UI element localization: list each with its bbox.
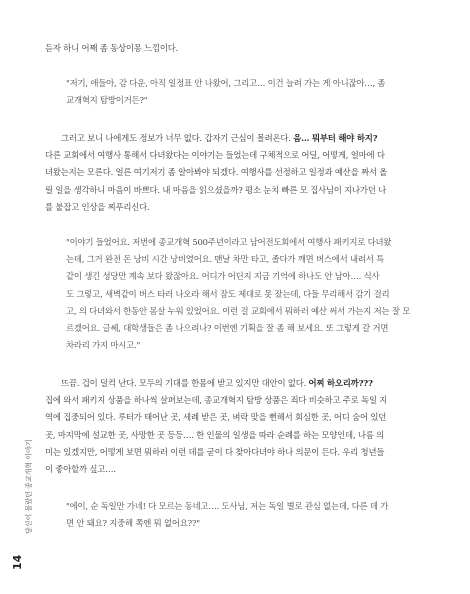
text-fragment: 그러고 보니 나에게도 정보가 너무 없다. 갑자기 근심이 몰려온다. (61, 133, 294, 143)
text-line: 도 그렇고, 새벽같이 버스 타러 나오라 해서 잠도 제대로 못 잤는데, 다들 무리해서 감기 걸리 (66, 288, 390, 299)
text-line: 미는 있겠지만, 어떻게 보면 뭐하러 이런 데를 굳이 다 찾아다녀야 하나 의문이 든다. 우리 청년들 (45, 446, 385, 457)
text-line: "저기, 애들아, 감 다운, 아직 일정표 안 나왔어, 그리고… 이건 늘려 가는 게 아니잖아…, 좀 (66, 78, 386, 88)
text-line: 곳, 마지막에 설교한 곳, 사망한 곳 등등…. 한 인물의 일생을 따라 순례를 하는 모양인데, 나름 의 (45, 429, 385, 440)
text-line: 역에 집중되어 있다. 루터가 태어난 곳, 세례 받은 곳, 벼락 맞을 뻔해서 회심한 곳, 어디 숨어 있던 (45, 412, 387, 423)
text-line: 교개혁지 탐방이거든?" (66, 95, 148, 106)
text-line: 를 붙잡고 인상을 찌푸리신다. (45, 201, 150, 212)
text-line: 듣자 하니 어째 좀 동상이몽 느낌이다. (45, 43, 179, 53)
text-line: 다른 교회에서 여행사 통해서 다녀왔다는 이야기는 들었는데 구체적으로 어딜, 어떻게, 얼마에 다 (45, 150, 385, 161)
text-line: "에이, 순 독일만 가네! 다 모르는 동네고…. 도사님, 저는 독일 별로 관심 없는데, 다른 데 가 (66, 501, 389, 511)
text-line (45, 130, 440, 147)
paragraph-3 (45, 375, 440, 478)
text-line: 는데, 그거 완전 돈 낭비 시간 낭비였어요. 맨날 차만 타고, 졸다가 깨면 버스에서 내려서 특 (66, 254, 385, 265)
text-line: 르겠어요. 글쎄, 대학생들은 좀 나으려나? 이번엔 기획을 잘 좀 해 보세요. 또 그렇게 갈 거면 (66, 323, 389, 334)
text-line: 차라리 가지 마시고." (66, 340, 141, 351)
text-line: 면 안 돼요? 지중해 쪽엔 뭐 없어요??" (66, 518, 200, 529)
paragraph-2 (45, 130, 440, 216)
bold-text: 어찌 하오리까??? (308, 378, 373, 388)
bold-text: 음… 뭐부터 해야 하지? (293, 133, 378, 143)
page-number: 14 (11, 554, 24, 570)
text-line (45, 375, 440, 392)
text-line: "이야기 들었어요. 저번에 종교개혁 500주년이라고 남어전도회에서 여행사 패키지로 다녀왔 (66, 237, 392, 247)
text-line: 고, 의 다녀와서 한동안 몸살 누워 있었어요. 이런 걸 교회에서 뭐하러 예산 써서 가는지 저는 잘 모 (66, 305, 411, 316)
text-line: 같이 생긴 성당만 계속 보다 왔잖아요. 어디가 어딘지 지금 기억에 하나도 안 남아…. 식사 (66, 271, 380, 282)
quote-1 (66, 75, 440, 109)
text-line: 집에 와서 패키지 상품을 하나씩 살펴보는데, 종교개혁지 탐방 상품은 죄다 비슷하고 주로 독일 지 (45, 395, 388, 406)
running-title: 당신이 몰랐던 종교개혁 이야기 (25, 439, 33, 534)
text-line: 녀왔는지는 모른다. 얼른 여기저기 좀 알아봐야 되겠다. 여행사를 선정하고 일정과 예산을 짜서 올 (45, 167, 388, 178)
quote-2 (66, 234, 440, 354)
paragraph-1 (45, 40, 440, 57)
quote-3 (66, 498, 440, 532)
text-fragment: 뜨끔. 겁이 덜컥 난다. 모두의 기대를 한몸에 받고 있지만 대안이 없다. (61, 378, 309, 388)
running-title-area (14, 384, 33, 534)
text-line: 이 좋아할까 싶고…. (45, 464, 116, 475)
text-line: 릴 일을 생각하니 마음이 바쁘다. 내 마음을 읽으셨을까? 평소 눈치 빠른 모 집사님이 지나가던 나 (45, 184, 387, 195)
